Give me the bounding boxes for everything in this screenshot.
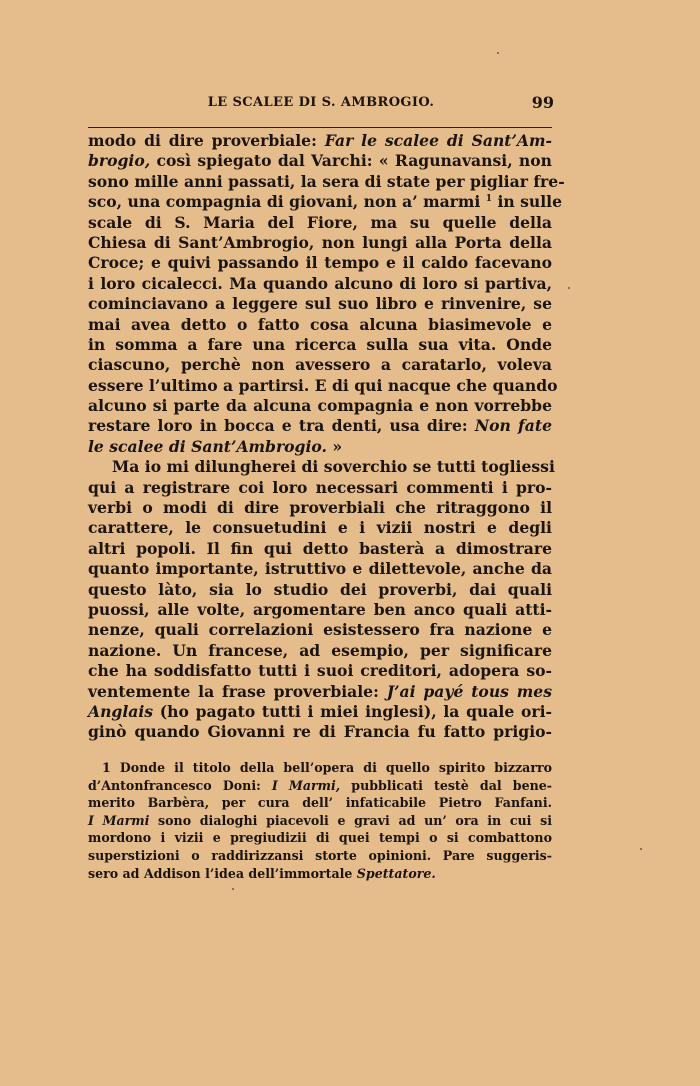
italic-phrase: Far le scalee di Sant’Am- xyxy=(324,131,552,150)
footnote-line: mordono i vizii e pregiudizii di quei tempi o si combattono xyxy=(88,830,552,846)
text-line: scale di S. Maria del Fiore, ma su quelle della xyxy=(88,212,552,232)
paper-speck xyxy=(232,888,234,890)
header-rule xyxy=(88,127,552,128)
text-span: pubblicati testè dal bene- xyxy=(340,777,552,793)
text-span: sono dialoghi piacevoli e gravi ad un’ ora in cui si xyxy=(149,812,552,828)
body-text xyxy=(88,131,565,743)
footnote-line: merito Barbèra, per cura dell’ infaticabile Pietro Fanfani. xyxy=(88,795,552,811)
footnote-block xyxy=(88,759,552,882)
italic-phrase: brogio, xyxy=(88,151,151,171)
italic-phrase: le scalee di Sant’Ambrogio. xyxy=(88,436,327,456)
text-span: » xyxy=(326,436,343,456)
footnote-line xyxy=(88,865,552,883)
text-line: qui a registrare coi loro necessari commenti i pro- xyxy=(88,477,552,497)
footnote-reference: 1 xyxy=(485,194,493,205)
text-line: che ha soddisfatto tutti i suoi creditori, adopera so- xyxy=(88,661,552,681)
footnote-line xyxy=(88,759,552,777)
running-title: LE SCALEE DI S. AMBROGIO. xyxy=(207,95,435,110)
running-head xyxy=(88,93,554,117)
text-line xyxy=(88,702,552,722)
text-line: mai avea detto o fatto cosa alcuna biasimevole e xyxy=(88,314,552,334)
paper-speck xyxy=(568,287,570,289)
text-line xyxy=(88,416,552,436)
text-line: altri popoli. Il fin qui detto basterà a dimostrare xyxy=(88,538,552,558)
text-line: verbi o modi di dire proverbiali che ritraggono il xyxy=(88,498,552,518)
text-line: alcuno si parte da alcuna compagnia e non vorrebbe xyxy=(88,396,552,416)
text-line xyxy=(88,437,552,457)
italic-phrase: Anglais xyxy=(88,701,154,721)
text-span: d’Antonfrancesco Doni: xyxy=(88,777,272,793)
italic-phrase: I Marmi xyxy=(88,812,150,828)
text-span: (ho pagato tutti i miei inglesi), la quale ori- xyxy=(153,701,552,721)
paragraph-start-line: Ma io mi dilungherei di soverchio se tutti togliessi xyxy=(112,457,555,477)
text-line: puossi, alle volte, argomentare ben anco quali atti- xyxy=(88,599,552,619)
text-line: carattere, le consuetudini e i vizii nostri e degli xyxy=(88,518,552,538)
italic-phrase: I Marmi, xyxy=(271,777,341,793)
text-line: in somma a fare una ricerca sulla sua vita. Onde xyxy=(88,334,552,354)
footnote-line: superstizioni o raddirizzansi storte opinioni. Pare suggeris- xyxy=(88,847,552,863)
text-span: sero ad Addison l’idea dell’immortale xyxy=(88,865,357,881)
footnote-marker: 1 xyxy=(102,760,111,775)
italic-phrase: Non fate xyxy=(474,416,552,436)
text-line xyxy=(88,131,552,151)
text-line: essere l’ultimo a partirsi. E di qui nacque che quando xyxy=(88,375,558,395)
text-span: in sulle xyxy=(492,192,563,212)
text-span: ventemente la frase proverbiale: xyxy=(88,681,387,701)
text-line xyxy=(88,682,552,702)
text-line: nazione. Un francese, ad esempio, per significare xyxy=(88,640,552,660)
text-line: nenze, quali correlazioni esistessero fra nazione e xyxy=(88,620,552,640)
text-span: sco, una compagnia di giovani, non a’ marmi xyxy=(88,192,486,212)
text-span: Donde il titolo della bell’opera di quello spirito bizzarro xyxy=(110,760,552,775)
paper-speck xyxy=(640,848,642,850)
text-line: quanto importante, istruttivo e dilettevole, anche da xyxy=(88,559,552,579)
text-line: questo làto, sia lo studio dei proverbi, dai quali xyxy=(88,579,552,599)
text-line: i loro cicalecci. Ma quando alcuno di loro si partiva, xyxy=(88,273,552,293)
text-span: così spiegato dal Varchi: « Ragunavansi, non xyxy=(150,151,552,171)
page-number: 99 xyxy=(531,93,554,112)
paper-speck xyxy=(497,52,499,54)
text-line: cominciavano a leggere sul suo libro e rinvenire, se xyxy=(88,294,552,314)
italic-phrase: J’ai payé tous mes xyxy=(386,681,552,701)
text-span: restare loro in bocca e tra denti, usa dire: xyxy=(88,416,475,436)
text-line: Chiesa di Sant’Ambrogio, non lungi alla Porta della xyxy=(88,232,552,252)
text-line: ginò quando Giovanni re di Francia fu fatto prigio- xyxy=(88,722,552,742)
text-span: modo di dire proverbiale: xyxy=(88,131,325,150)
footnote-line xyxy=(88,812,552,830)
text-line: Croce; e quivi passando il tempo e il caldo facevano xyxy=(88,253,552,273)
text-line: sono mille anni passati, la sera di state per pigliar fre- xyxy=(88,171,565,191)
text-line xyxy=(88,192,563,212)
footnote-line xyxy=(88,777,552,795)
text-line: ciascuno, perchè non avessero a caratarlo, voleva xyxy=(88,355,552,375)
italic-phrase: Spettatore. xyxy=(356,865,436,881)
text-line xyxy=(88,151,552,171)
